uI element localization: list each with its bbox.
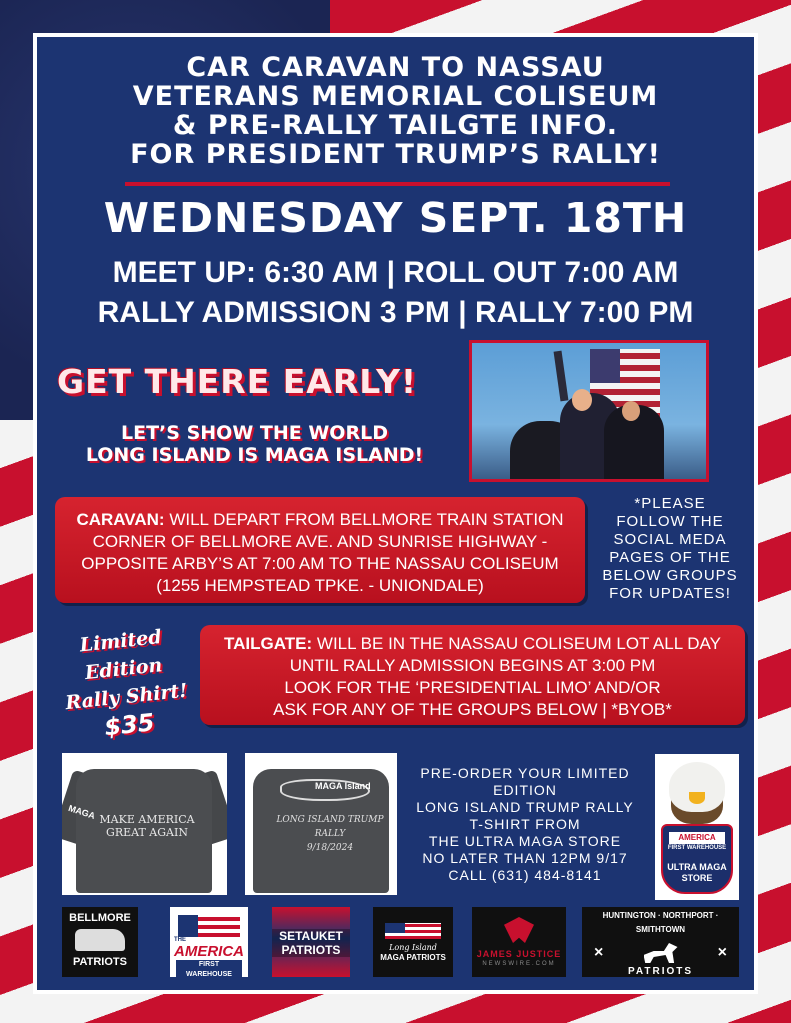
eagle-icon xyxy=(504,917,534,943)
america-first-warehouse-logo xyxy=(170,907,248,977)
preorder-line: PRE-ORDER YOUR LIMITED xyxy=(420,765,630,781)
li-maga-patriots-logo xyxy=(373,907,453,977)
logo-text: BELLMORE xyxy=(69,912,131,924)
get-there-early-heading: GET THERE EARLY! xyxy=(57,362,418,401)
rally-photo xyxy=(469,340,709,482)
shirt-back-image xyxy=(245,753,397,895)
shirt-print-line: 9/18/2024 xyxy=(306,843,354,853)
headline xyxy=(37,53,754,169)
sleeve-print: MAGA xyxy=(67,802,97,822)
logo-text: JAMES JUSTICE xyxy=(476,949,562,959)
shirt-price: $35 xyxy=(103,708,156,742)
logo-emblem xyxy=(582,937,739,965)
store-shield xyxy=(661,824,733,894)
tailgate-line: LOOK FOR THE ‘PRESIDENTIAL LIMO’ AND/OR xyxy=(284,678,661,697)
eagle-beak-shape xyxy=(689,792,705,804)
preorder-line: EDITION xyxy=(493,782,557,798)
rally-times: RALLY ADMISSION 3 PM | RALLY 7:00 PM xyxy=(97,296,694,329)
limited-line: Rally Shirt! xyxy=(64,679,189,715)
setauket-patriots-logo xyxy=(272,907,350,977)
hns-patriots-logo xyxy=(582,907,739,977)
note-line: *PLEASE xyxy=(634,495,706,512)
maga-island-brand: MAGA Island xyxy=(315,781,371,791)
store-name: STORE xyxy=(681,873,713,883)
raised-fist-image xyxy=(554,351,569,402)
ultra-maga-store-logo xyxy=(655,754,739,900)
note-line: FOLLOW THE xyxy=(616,513,724,530)
shirt-back-print xyxy=(275,813,385,855)
social-media-note xyxy=(595,495,745,603)
tailgate-line xyxy=(206,633,739,655)
caravan-line: (1255 HEMPSTEAD TPKE. - UNIONDALE) xyxy=(156,576,484,595)
logo-text: AMERICA xyxy=(174,943,244,960)
headline-line: VETERANS MEMORIAL COLISEUM xyxy=(132,81,659,112)
logo-text: PATRIOTS xyxy=(73,956,127,968)
logo-text: Long Island xyxy=(389,943,437,952)
store-name: ULTRA MAGA xyxy=(667,862,727,872)
caravan-line: OPPOSITE ARBY’S AT 7:00 AM TO THE NASSAU COLISEUM xyxy=(81,554,559,573)
bellmore-patriots-logo xyxy=(62,907,138,977)
tailgate-info-box xyxy=(200,625,745,725)
limited-edition-label xyxy=(50,620,201,746)
preorder-line: T-SHIRT FROM xyxy=(469,816,581,832)
car-icon xyxy=(75,929,125,951)
tailgate-label: TAILGATE: xyxy=(224,634,313,653)
shirt-print-line: LONG ISLAND TRUMP RALLY xyxy=(276,815,384,839)
note-line: BELOW GROUPS xyxy=(602,567,738,584)
logo-text: NEWSWIRE.COM xyxy=(482,961,556,967)
james-justice-logo xyxy=(472,907,566,977)
eagle-icon xyxy=(669,762,725,812)
logo-text: PATRIOTS xyxy=(627,966,694,977)
shirt-front-image xyxy=(62,753,227,895)
note-line: SOCIAL MEDA xyxy=(613,531,727,548)
store-sub: FIRST WAREHOUSE xyxy=(667,845,727,851)
cross-icon: × xyxy=(594,944,604,961)
caravan-line xyxy=(61,509,579,531)
logo-line: PATRIOTS xyxy=(281,943,341,957)
shirt-front-print xyxy=(82,813,212,839)
headline-line: FOR PRESIDENT TRUMP’S RALLY! xyxy=(130,139,661,170)
preorder-line: THE ULTRA MAGA STORE xyxy=(428,833,622,849)
slogan-line: LONG ISLAND IS MAGA ISLAND! xyxy=(85,444,424,466)
logo-text: MAGA PATRIOTS xyxy=(380,953,446,962)
preorder-phone: CALL (631) 484-8141 xyxy=(448,867,602,883)
preorder-info xyxy=(409,765,641,884)
cross-icon: × xyxy=(717,944,727,961)
tailgate-line: ASK FOR ANY OF THE GROUPS BELOW | *BYOB* xyxy=(273,700,672,719)
flag-icon xyxy=(385,923,441,939)
slogan xyxy=(57,422,452,466)
divider-rule xyxy=(125,182,670,186)
note-line: FOR UPDATES! xyxy=(609,585,731,602)
caravan-line: CORNER OF BELLMORE AVE. AND SUNRISE HIGHWAY - xyxy=(92,532,548,551)
shirt-print-line: MAKE AMERICA xyxy=(99,813,195,826)
headline-line: CAR CARAVAN TO NASSAU xyxy=(186,52,605,83)
shirt-print-line: GREAT AGAIN xyxy=(106,826,188,839)
caravan-label: CARAVAN: xyxy=(76,510,165,529)
caravan-info-box xyxy=(55,497,585,603)
logo-text xyxy=(272,929,350,957)
event-flyer xyxy=(33,33,758,994)
logo-line: SETAUKET xyxy=(279,929,343,943)
headline-line: & PRE-RALLY TAILGTE INFO. xyxy=(172,110,619,141)
tailgate-text: WILL BE IN THE NASSAU COLISEUM LOT ALL DAY xyxy=(316,634,721,653)
horse-rider-icon xyxy=(644,943,678,963)
limited-line: Limited xyxy=(78,626,163,657)
slogan-line: LET’S SHOW THE WORLD xyxy=(121,422,388,444)
note-line: PAGES OF THE xyxy=(609,549,731,566)
event-date: WEDNESDAY SEPT. 18TH xyxy=(103,194,688,242)
flag-bars-icon xyxy=(178,915,240,937)
preorder-line: NO LATER THAN 12PM 9/17 xyxy=(422,850,628,866)
store-brand: AMERICA xyxy=(669,832,725,844)
face-shape xyxy=(622,401,640,421)
preorder-line: LONG ISLAND TRUMP RALLY xyxy=(416,799,634,815)
face-shape xyxy=(572,389,592,411)
caravan-text: WILL DEPART FROM BELLMORE TRAIN STATION xyxy=(169,510,564,529)
logo-text: THE xyxy=(174,937,186,943)
logo-text: FIRST WAREHOUSE xyxy=(176,960,242,977)
logo-text: HUNTINGTON · NORTHPORT · SMITHTOWN xyxy=(602,911,719,934)
tailgate-line: UNTIL RALLY ADMISSION BEGINS AT 3:00 PM xyxy=(289,656,656,675)
limited-line: Edition xyxy=(83,654,164,685)
meetup-times: MEET UP: 6:30 AM | ROLL OUT 7:00 AM xyxy=(112,256,679,289)
